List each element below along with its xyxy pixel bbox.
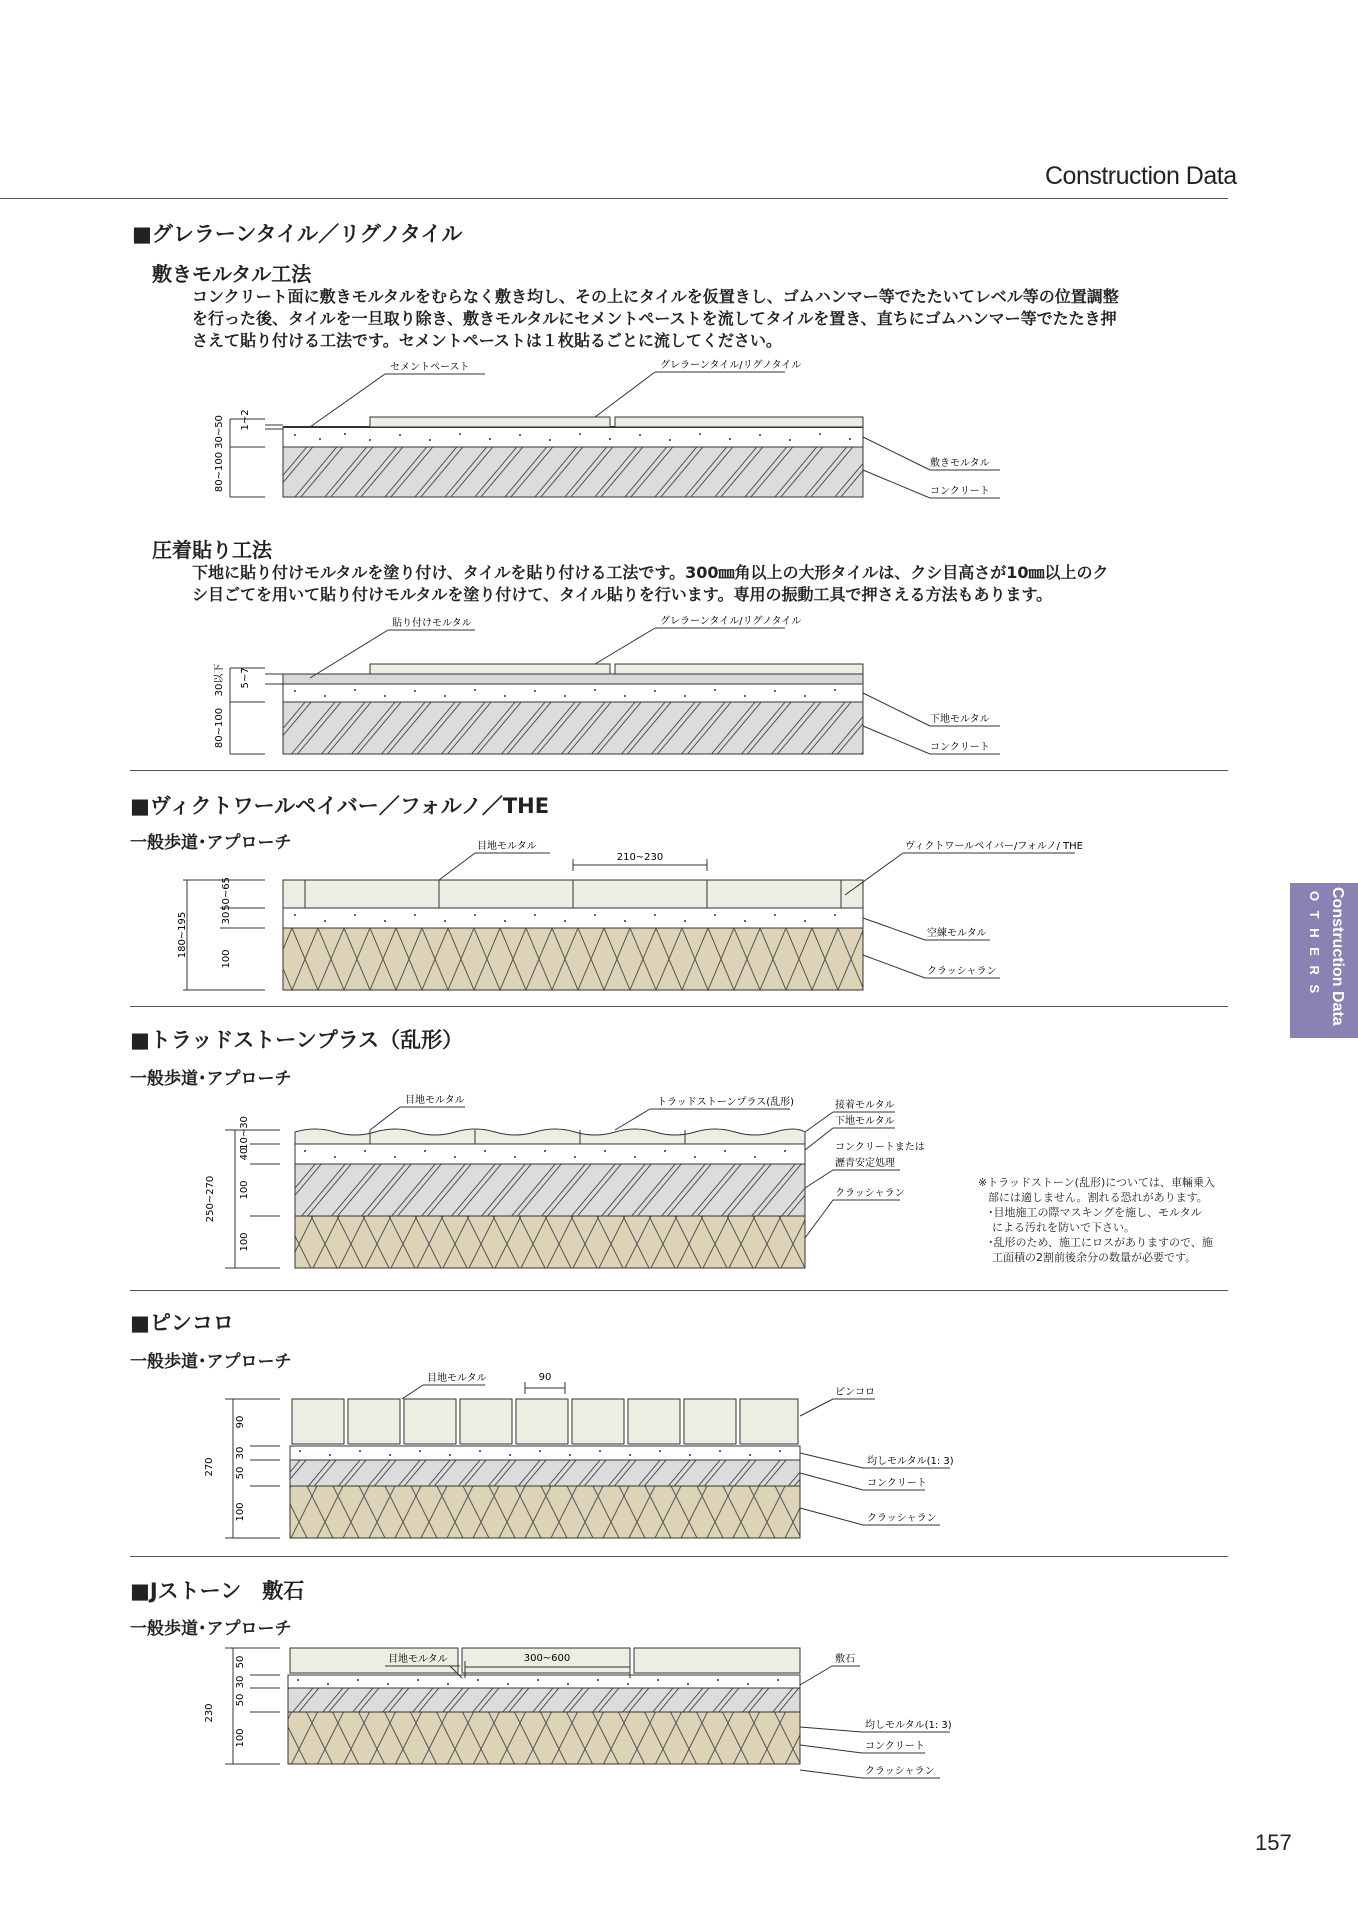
- section-title-pincoro: ■ピンコロ: [130, 1311, 234, 1335]
- label-joint-mortar: 目地モルタル: [405, 1095, 465, 1106]
- label-laying-mortar: 敷きモルタル: [930, 458, 990, 469]
- section-divider: [130, 1290, 1228, 1291]
- label-leveling-mortar: 均しモルタル(1: 3): [865, 1720, 952, 1731]
- label-pincoro: ピンコロ: [835, 1387, 875, 1398]
- side-tab: [1290, 883, 1358, 1038]
- dim-mortar: 30: [221, 911, 232, 925]
- diagram-jstone-labels: [380, 1645, 952, 1783]
- dim-mortar: 40: [239, 1147, 250, 1161]
- dim-adhesive: 5~7: [240, 667, 251, 689]
- label-concrete: コンクリート: [930, 486, 990, 497]
- section-divider: [130, 1006, 1228, 1007]
- label-tradstone: トラッドストーンプラス(乱形): [657, 1097, 795, 1108]
- label-tile: グレラーンタイル/リグノタイル: [660, 616, 802, 627]
- section-title-victoire: ■ヴィクトワールペイバー／フォルノ／THE: [130, 794, 550, 818]
- diagram-tradstone: [195, 1088, 975, 1278]
- label-dry-mortar: 空練モルタル: [927, 928, 987, 939]
- section-title-jstone: ■Jストーン 敷石: [130, 1579, 305, 1603]
- dim-total: 230: [204, 1703, 215, 1723]
- side-tab-others: O T H E R S: [1307, 891, 1322, 997]
- dim-stone: 50: [235, 1655, 246, 1669]
- section-divider: [130, 1556, 1228, 1557]
- label-joint-mortar: 目地モルタル: [388, 1654, 448, 1665]
- dim-crusher: 100: [239, 1232, 250, 1252]
- dim-block: 90: [235, 1415, 246, 1429]
- method-description-pressure-bond: 下地に貼り付けモルタルを塗り付け、タイルを貼り付ける工法です。300㎜角以上の大形タイルは、クシ目高さが10㎜以上のク シ目ごてを用いて貼り付けモルタルを塗り付けて、タイル貼りを行います。専用の振動工具で押さえる方法もあります。: [192, 563, 1109, 604]
- diagram-pincoro: [195, 1366, 955, 1546]
- page-header-title: Construction Data: [1045, 162, 1237, 190]
- dim-total: 30~50: [214, 415, 225, 449]
- label-concrete: コンクリート: [865, 1741, 925, 1752]
- label-asphalt: 瀝青安定処理: [835, 1158, 895, 1169]
- page-number: 157: [1255, 1830, 1292, 1855]
- dim-crusher: 100: [235, 1728, 246, 1748]
- section-title-grelan: ■グレラーンタイル／リグノタイル: [132, 222, 463, 246]
- dim-block-width: 90: [538, 1372, 552, 1383]
- diagram-victoire: [175, 835, 1083, 995]
- note-tradstone: ※トラッドストーン(乱形)については、車輛乗入 部には適しません。割れる恐れがあります。 ･目地施工の際マスキングを施し、モルタル による汚れを防いで下さい。 ･乱形のため、施工にロスがありますので、施 工面積の2割前後余分の数量が必要です。: [978, 1176, 1216, 1264]
- label-crusher-run: クラッシャラン: [835, 1188, 905, 1199]
- dim-total: 180~195: [177, 911, 188, 959]
- section-divider: [130, 770, 1228, 771]
- label-paving-stone: 敷石: [835, 1654, 855, 1665]
- label-cement-paste: セメントペースト: [390, 362, 470, 373]
- dim-concrete: 100: [239, 1180, 250, 1200]
- diagram-pressure-bond: [200, 608, 1000, 758]
- section-title-tradstone: ■トラッドストーンプラス（乱形）: [130, 1028, 464, 1052]
- dim-stone-width: 300~600: [523, 1653, 571, 1664]
- dim-total: 250~270: [205, 1175, 216, 1223]
- tile-1: [370, 417, 610, 427]
- method-description-laying-mortar: コンクリート面に敷きモルタルをむらなく敷き均し、その上にタイルを仮置きし、ゴムハンマー等でたたいてレベル等の位置調整 を行った後、タイルを一旦取り除き、敷きモルタルにセメントペーストを流してタイルを置き、直ちにゴムハンマー等でたたき押 さえて貼り付ける工法です。セメントペーストは１枚貼るごとに流してください。: [192, 287, 1119, 350]
- label-tile: グレラーンタイル/リグノタイル: [660, 360, 802, 371]
- label-concrete: コンクリート: [867, 1478, 927, 1489]
- application-label: 一般歩道･アプローチ: [130, 1352, 292, 1372]
- dim-crusher: 100: [221, 949, 232, 969]
- dim-concrete: 80~100: [214, 707, 225, 749]
- dim-concrete: 50: [235, 1466, 246, 1480]
- crusher-run-layer: [283, 928, 863, 990]
- dim-crusher: 100: [235, 1502, 246, 1522]
- label-joint-mortar: 目地モルタル: [477, 841, 537, 852]
- application-label: 一般歩道･アプローチ: [130, 833, 292, 853]
- dim-total: 270: [204, 1457, 215, 1477]
- label-crusher-run: クラッシャラン: [867, 1513, 937, 1524]
- method-title-laying-mortar: 敷きモルタル工法: [152, 262, 312, 286]
- dim-mortar: 30: [235, 1446, 246, 1460]
- side-tab-label: Construction Data: [1329, 887, 1346, 1026]
- dry-mortar-layer: [283, 908, 863, 928]
- application-label: 一般歩道･アプローチ: [130, 1069, 292, 1089]
- dim-mortar: 30: [235, 1675, 246, 1689]
- label-adhesive-mortar: 接着モルタル: [835, 1100, 895, 1111]
- dim-total: 30以下: [214, 663, 225, 697]
- method-title-pressure-bond: 圧着貼り工法: [152, 538, 272, 562]
- label-concrete: コンクリート: [930, 742, 990, 753]
- label-adhesive-mortar: 貼り付けモルタル: [392, 618, 472, 629]
- laying-mortar-layer: [283, 427, 863, 447]
- label-crusher-run: クラッシャラン: [927, 966, 997, 977]
- label-crusher-run: クラッシャラン: [865, 1766, 935, 1777]
- label-base-mortar: 下地モルタル: [835, 1116, 895, 1127]
- label-base-mortar: 下地モルタル: [930, 714, 990, 725]
- application-label: 一般歩道･アプローチ: [130, 1619, 292, 1639]
- label-leveling-mortar: 均しモルタル(1: 3): [867, 1456, 954, 1467]
- label-paver: ヴィクトワールペイバー/フォルノ/ THE: [905, 841, 1083, 852]
- dim-paste: 1~2: [240, 409, 251, 431]
- header-rule: [0, 198, 1228, 199]
- dim-paver-width: 210~230: [616, 852, 664, 863]
- diagram-laying-mortar: [200, 355, 1000, 505]
- dim-stone: 10~30: [239, 1116, 250, 1150]
- tile-2: [615, 417, 863, 427]
- dim-concrete: 50: [235, 1693, 246, 1707]
- dim-paver: 50~65: [221, 877, 232, 911]
- label-concrete: コンクリートまたは: [835, 1142, 925, 1153]
- label-joint-mortar: 目地モルタル: [427, 1373, 487, 1384]
- dim-concrete: 80~100: [214, 451, 225, 493]
